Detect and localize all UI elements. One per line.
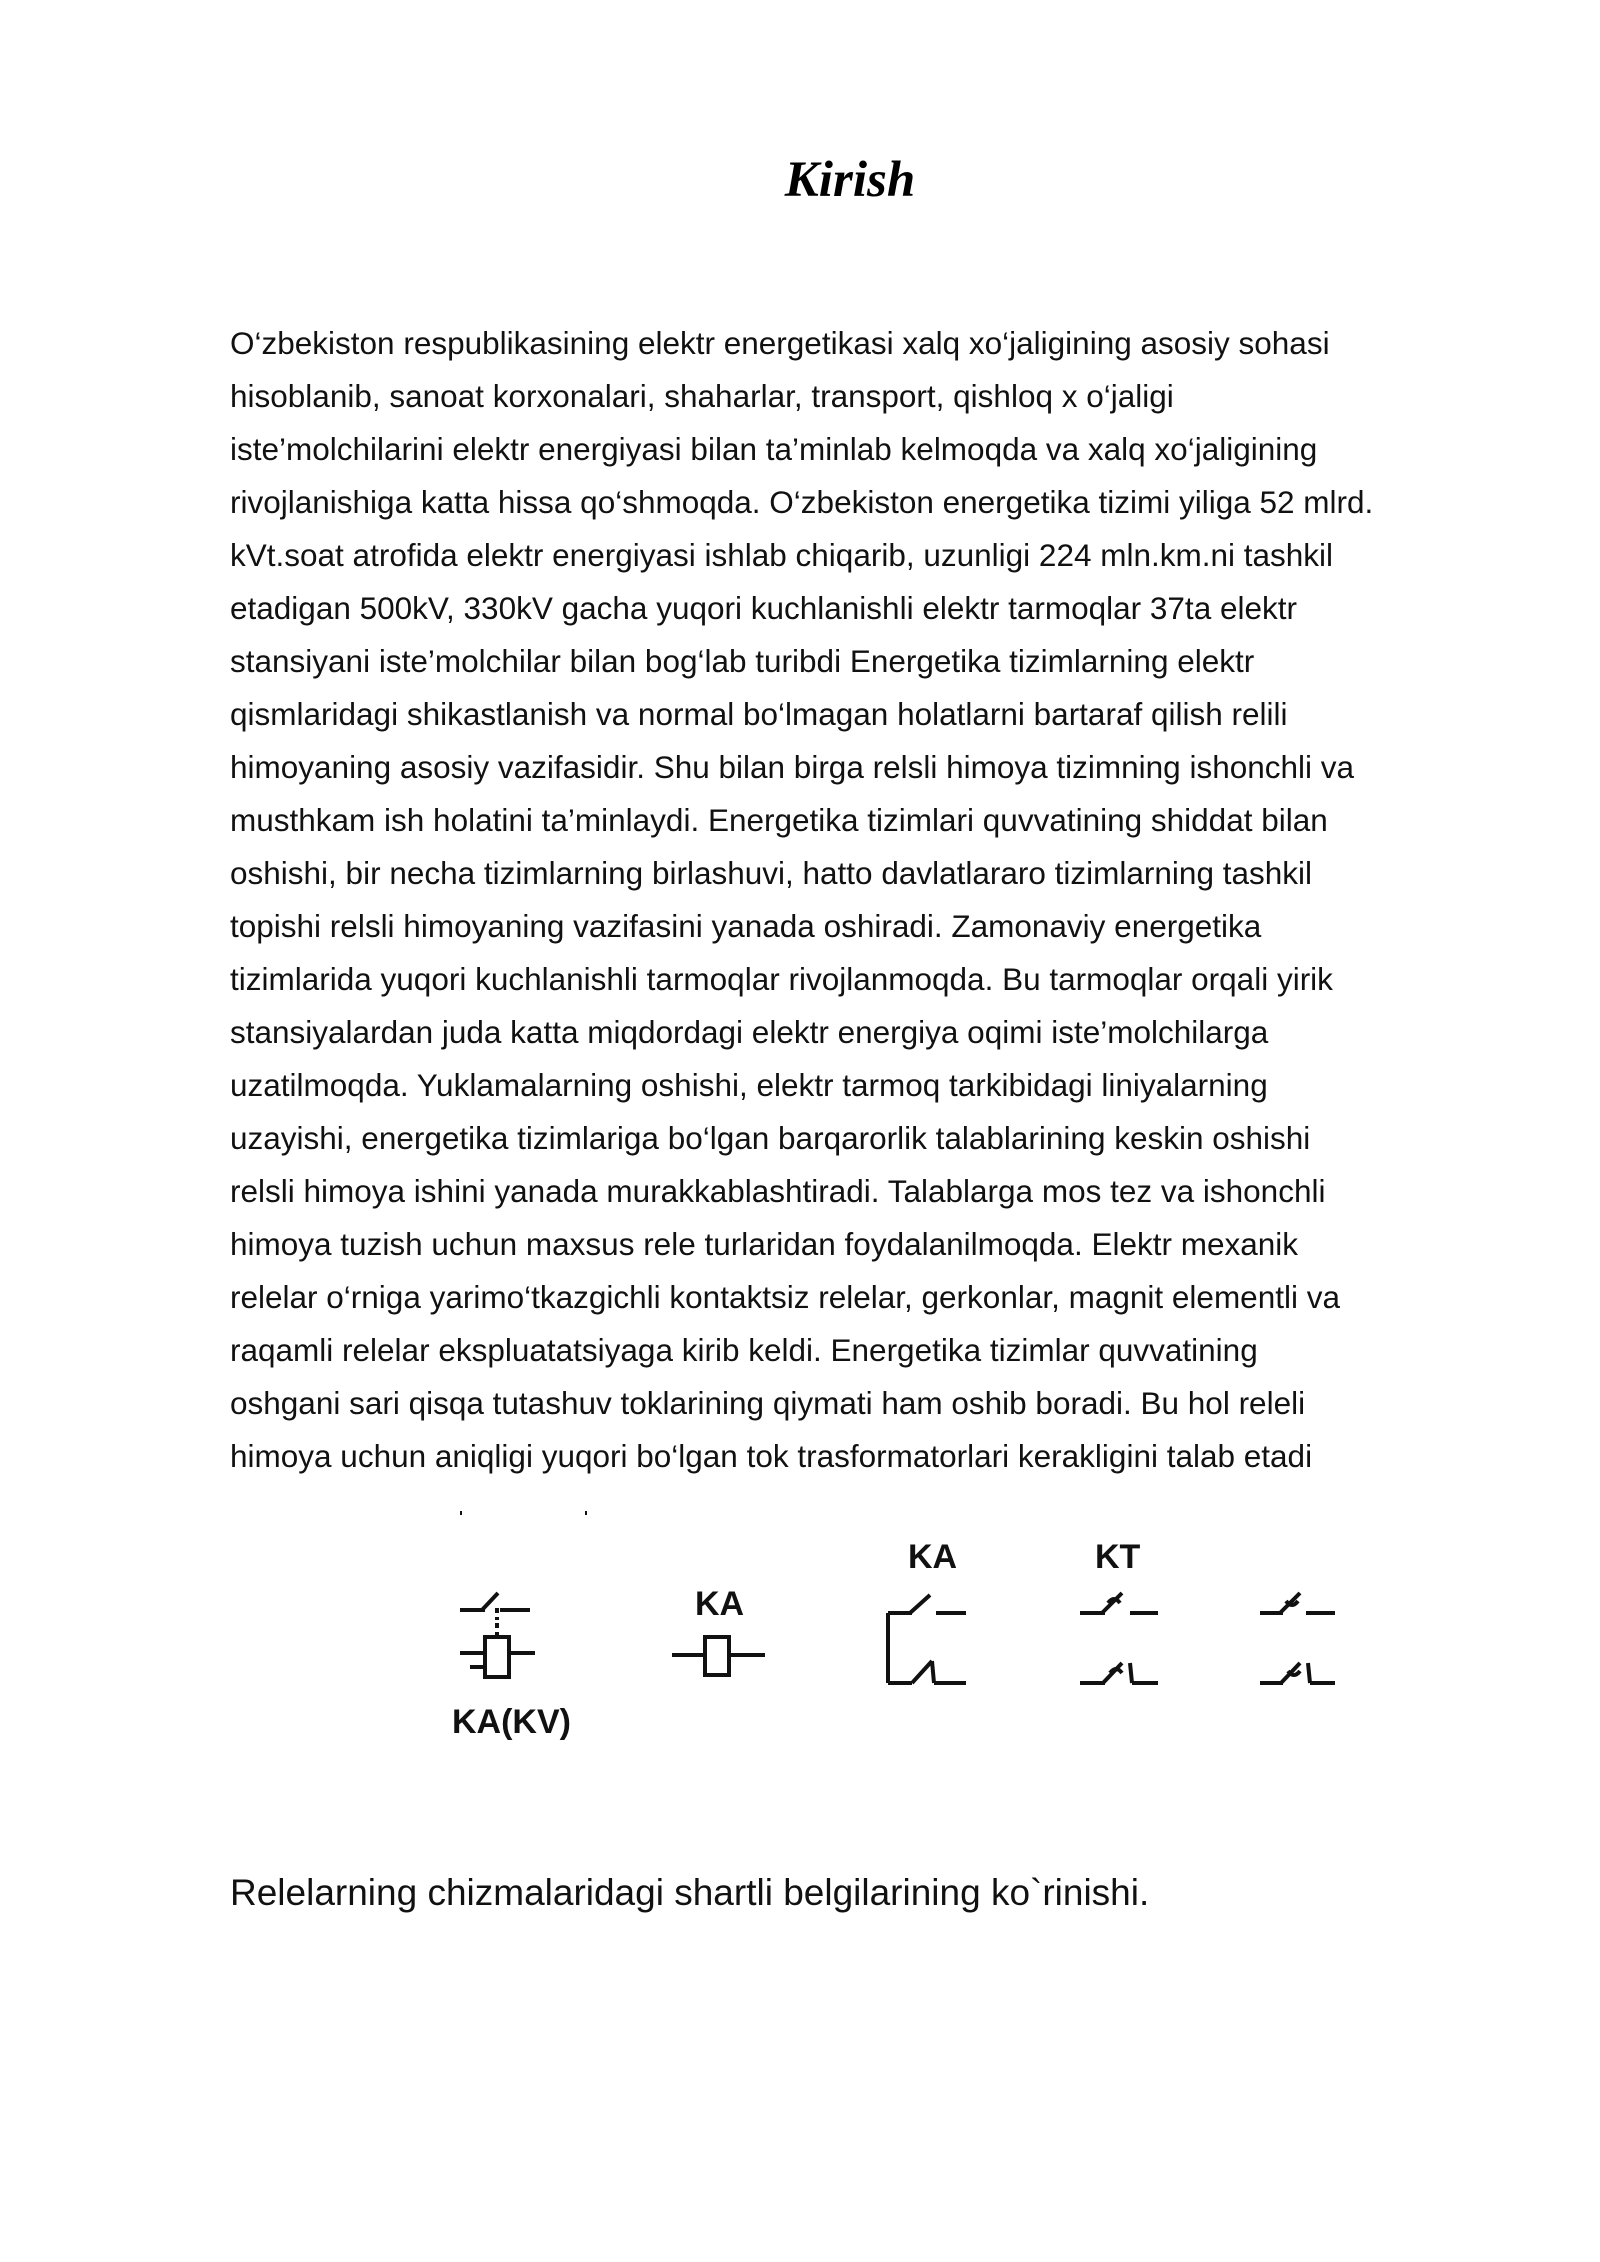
paragraph-line: etadigan 500kV, 330kV gacha yuqori kuchlanishli elektr tarmoqlar 37ta elektr (230, 590, 1297, 626)
figure-caption: Relelarning chizmalaridagi shartli belgilarining ko`rinishi. (230, 1872, 1150, 1913)
relay-symbol-ka-kv (452, 1593, 571, 1741)
paragraph-line: stansiyalardan juda katta miqdordagi elektr energiya oqimi iste’molchilarga (230, 1014, 1269, 1050)
paragraph-line: iste’molchilarini elektr energiyasi bilan ta’minlab kelmoqda va xalq xo‘jaligining (230, 431, 1318, 467)
relay-symbol-time-delay (1260, 1593, 1335, 1683)
page-title: Kirish (784, 152, 916, 208)
paragraph-line: rivojlanishiga katta hissa qo‘shmoqda. O‘zbekiston energetika tizimi yiliga 52 mlrd. (230, 484, 1374, 520)
paragraph-line: tizimlarida yuqori kuchlanishli tarmoqlar rivojlanmoqda. Bu tarmoqlar orqali yirik (230, 961, 1333, 997)
paragraph-line: stansiyani iste’molchilar bilan bog‘lab turibdi Energetika tizimlarning elektr (230, 643, 1255, 679)
paragraph-line: himoya tuzish uchun maxsus rele turlaridan foydalanilmoqda. Elektr mexanik (230, 1226, 1299, 1262)
paragraph-line: relelar o‘rniga yarimo‘tkazgichli kontaktsiz relelar, gerkonlar, magnit elementli va (230, 1279, 1340, 1315)
label-ka-contact: KA (908, 1538, 958, 1576)
paragraph-line: uzatilmoqda. Yuklamalarning oshishi, elektr tarmoq tarkibidagi liniyalarning (230, 1067, 1268, 1103)
label-ka-coil: KA (695, 1585, 745, 1623)
relay-symbols-figure (440, 1505, 1370, 1765)
label-ka-kv: KA(KV) (452, 1703, 571, 1741)
relay-symbol-ka-contacts (888, 1538, 966, 1683)
paragraph-line: qismlaridagi shikastlanish va normal bo‘lmagan holatlarni bartaraf qilish relili (230, 696, 1288, 732)
paragraph-line: kVt.soat atrofida elektr energiyasi ishlab chiqarib, uzunligi 224 mln.km.ni tashkil (230, 537, 1334, 573)
paragraph-line: himoyaning asosiy vazifasidir. Shu bilan birga relsli himoya tizimning ishonchli va (230, 749, 1355, 785)
paragraph-line: O‘zbekiston respublikasining elektr energetikasi xalq xo‘jaligining asosiy sohasi (230, 325, 1330, 361)
paragraph-line: himoya uchun aniqligi yuqori bo‘lgan tok trasformatorlari kerakligini talab etadi (230, 1438, 1313, 1474)
paragraph-line: hisoblanib, sanoat korxonalari, shaharlar, transport, qishloq x o‘jaligi (230, 378, 1174, 414)
body-paragraph (230, 317, 1530, 1483)
paragraph-line: raqamli relelar ekspluatatsiyaga kirib keldi. Energetika tizimlar quvvatining (230, 1332, 1258, 1368)
paragraph-line: oshishi, bir necha tizimlarning birlashuvi, hatto davlatlararo tizimlarning tashkil (230, 855, 1312, 891)
label-kt: KT (1095, 1538, 1141, 1576)
relay-symbol-kt (1080, 1538, 1158, 1683)
relay-symbol-ka-coil (672, 1585, 765, 1675)
paragraph-line: oshgani sari qisqa tutashuv toklarining qiymati ham oshib boradi. Bu hol releli (230, 1385, 1306, 1421)
paragraph-line: relsli himoya ishini yanada murakkablashtiradi. Talablarga mos tez va ishonchli (230, 1173, 1326, 1209)
paragraph-line: uzayishi, energetika tizimlariga bo‘lgan barqarorlik talablarining keskin oshishi (230, 1120, 1311, 1156)
paragraph-line: topishi relsli himoyaning vazifasini yanada oshiradi. Zamonaviy energetika (230, 908, 1262, 944)
paragraph-line: musthkam ish holatini ta’minlaydi. Energetika tizimlari quvvatining shiddat bilan (230, 802, 1328, 838)
